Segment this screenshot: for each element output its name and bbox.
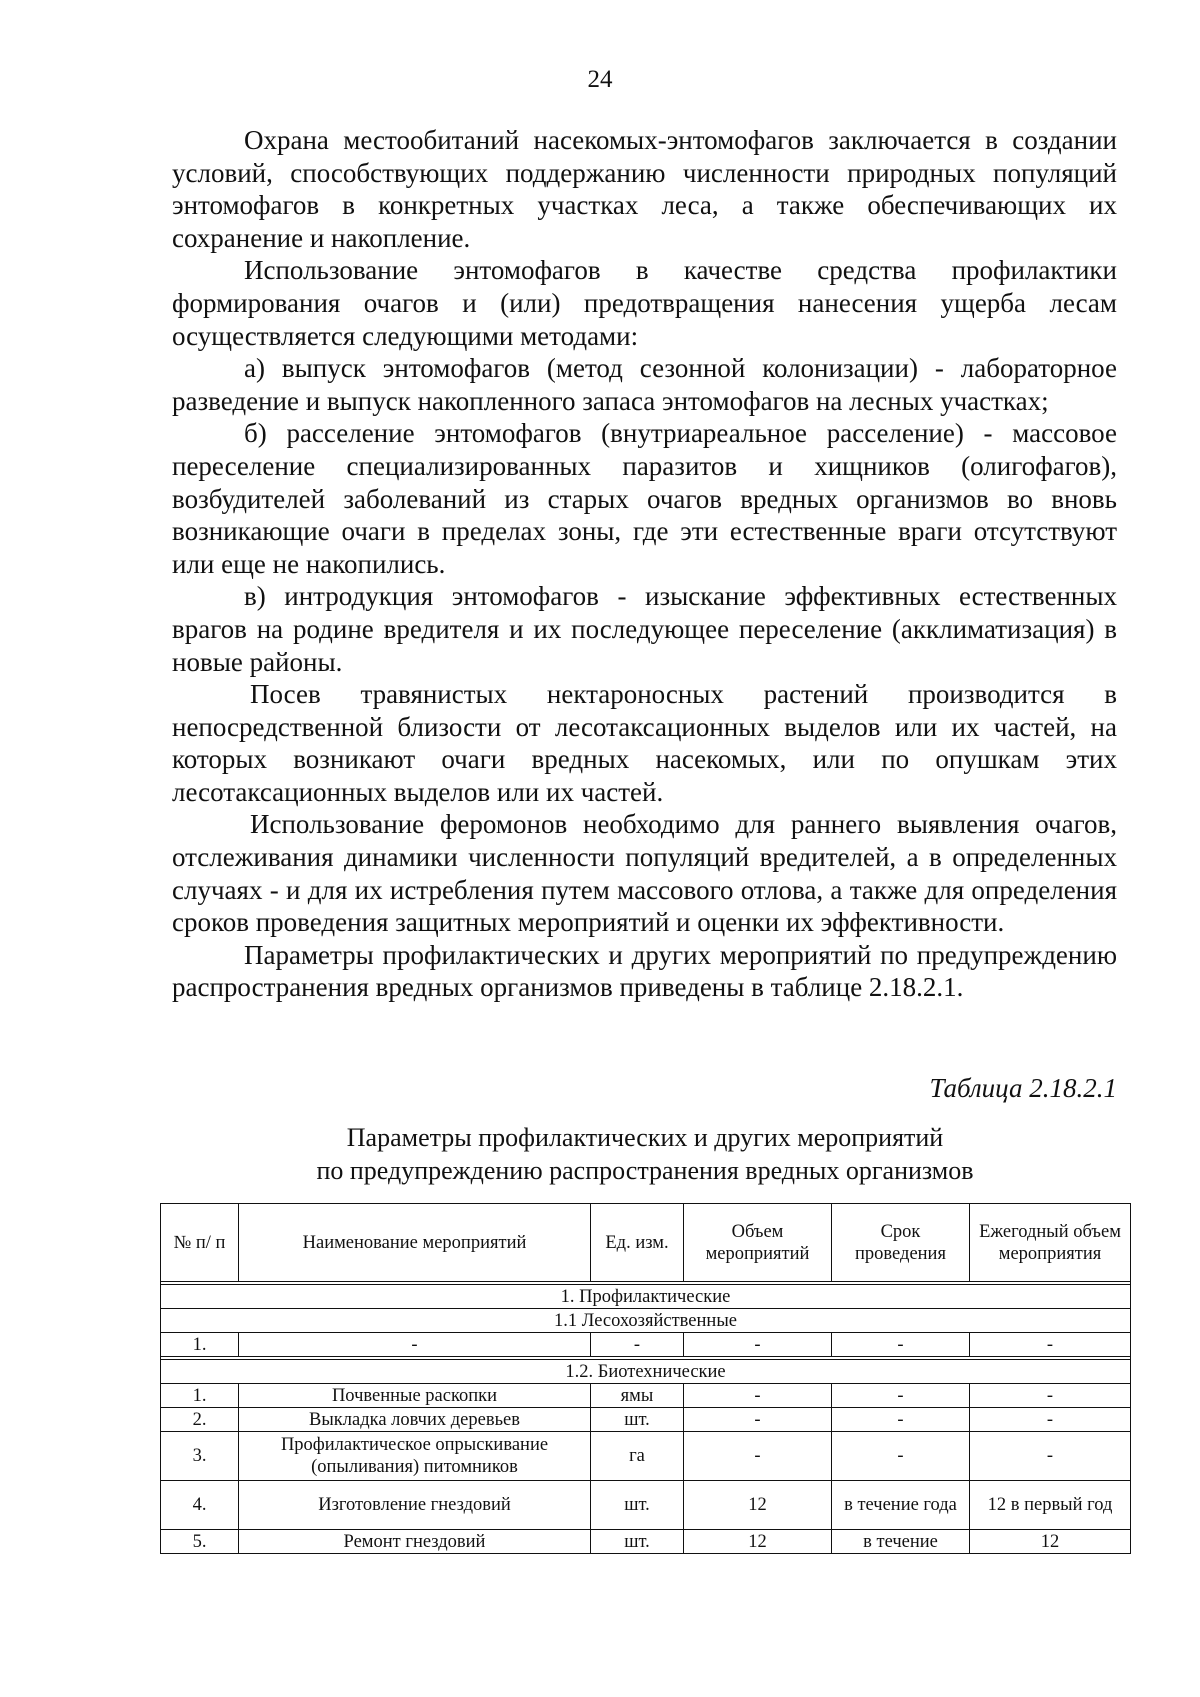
cell-term: в течение года bbox=[832, 1481, 970, 1530]
header-volume: Объем мероприятий bbox=[684, 1204, 832, 1282]
cell-unit: га bbox=[591, 1432, 684, 1481]
section-row bbox=[161, 1285, 1131, 1309]
cell-num: 1. bbox=[161, 1333, 239, 1357]
cell-volume: 12 bbox=[684, 1481, 832, 1530]
cell-volume: - bbox=[684, 1384, 832, 1408]
paragraph-nectar-plants: Посев травянистых нектароносных растений производится в непосредственной близости от лесотаксационных выделов или их частей, на которых возникают очаги вредных насекомых, или по опушкам этих лесотаксационных выделов или их частей. bbox=[172, 679, 1117, 807]
table-row bbox=[161, 1384, 1131, 1408]
paragraph-method-b: б) расселение энтомофагов (внутриареальное расселение) - массовое переселение специализированных паразитов и хищников (олигофагов), возбудителей заболеваний из старых очагов вредных организмов во вновь возникающие очаги в пределах зоны, где эти естественные враги отсутствуют или еще не накопились. bbox=[172, 418, 1117, 579]
table-header-row bbox=[161, 1204, 1131, 1282]
section-row bbox=[161, 1360, 1131, 1384]
cell-name: - bbox=[239, 1333, 591, 1357]
cell-volume: - bbox=[684, 1432, 832, 1481]
paragraph-habitat-protection: Охрана местообитаний насекомых-энтомофагов заключается в создании условий, способствующих поддержанию численности природных популяций энтомофагов в конкретных участках леса, а также обеспечивающих их сохранение и накопление. bbox=[172, 125, 1117, 253]
table-row bbox=[161, 1481, 1131, 1530]
cell-volume: - bbox=[684, 1408, 832, 1432]
header-unit: Ед. изм. bbox=[591, 1204, 684, 1282]
paragraph-entomophage-methods: Использование энтомофагов в качестве средства профилактики формирования очагов и (или) предотвращения нанесения ущерба лесам осуществляется следующими методами: bbox=[172, 255, 1117, 351]
cell-unit: шт. bbox=[591, 1530, 684, 1554]
cell-annual: 12 bbox=[970, 1530, 1131, 1554]
cell-annual: - bbox=[970, 1432, 1131, 1481]
paragraph-method-a: а) выпуск энтомофагов (метод сезонной колонизации) - лабораторное разведение и выпуск накопленного запаса энтомофагов на лесных участках; bbox=[172, 353, 1117, 416]
table-row bbox=[161, 1530, 1131, 1554]
table-row bbox=[161, 1333, 1131, 1357]
cell-name: Ремонт гнездовий bbox=[239, 1530, 591, 1554]
cell-annual: - bbox=[970, 1384, 1131, 1408]
cell-annual: - bbox=[970, 1333, 1131, 1357]
cell-num: 4. bbox=[161, 1481, 239, 1530]
measures-table bbox=[160, 1203, 1131, 1554]
cell-unit: шт. bbox=[591, 1481, 684, 1530]
cell-term: - bbox=[832, 1384, 970, 1408]
section-prophylactic: 1. Профилактические bbox=[161, 1285, 1131, 1309]
cell-term: в течение bbox=[832, 1530, 970, 1554]
header-annual: Ежегодный объем мероприятия bbox=[970, 1204, 1131, 1282]
cell-unit: ямы bbox=[591, 1384, 684, 1408]
cell-num: 2. bbox=[161, 1408, 239, 1432]
cell-num: 3. bbox=[161, 1432, 239, 1481]
cell-name: Изготовление гнездовий bbox=[239, 1481, 591, 1530]
header-name: Наименование мероприятий bbox=[239, 1204, 591, 1282]
cell-num: 1. bbox=[161, 1384, 239, 1408]
cell-term: - bbox=[832, 1408, 970, 1432]
table-title-line1: Параметры профилактических и других мероприятий bbox=[346, 1123, 944, 1152]
paragraph-parameters-reference: Параметры профилактических и других мероприятий по предупреждению распространения вредных организмов приведены в таблице 2.18.2.1. bbox=[172, 939, 1117, 1003]
cell-annual: 12 в первый год bbox=[970, 1481, 1131, 1530]
table-caption: Таблица 2.18.2.1 bbox=[929, 1073, 1117, 1103]
table-row bbox=[161, 1432, 1131, 1481]
cell-volume: 12 bbox=[684, 1530, 832, 1554]
document-body bbox=[172, 124, 1117, 1004]
paragraph-pheromones: Использование феромонов необходимо для раннего выявления очагов, отслеживания динамики численности популяций вредителей, а в определенных случаях - и для их истребления путем массового отлова, а также для определения сроков проведения защитных мероприятий и оценки их эффективности. bbox=[172, 809, 1117, 938]
paragraph-method-c: в) интродукция энтомофагов - изыскание эффективных естественных врагов на родине вредителя и их последующее переселение (акклиматизация) в новые районы. bbox=[172, 581, 1117, 677]
header-num: № п/ п bbox=[161, 1204, 239, 1282]
cell-num: 5. bbox=[161, 1530, 239, 1554]
section-row bbox=[161, 1309, 1131, 1333]
section-forestry: 1.1 Лесохозяйственные bbox=[161, 1309, 1131, 1333]
table-row bbox=[161, 1408, 1131, 1432]
table-title-line2: по предупреждению распространения вредных организмов bbox=[316, 1156, 974, 1185]
cell-name: Выкладка ловчих деревьев bbox=[239, 1408, 591, 1432]
cell-name: Почвенные раскопки bbox=[239, 1384, 591, 1408]
cell-name: Профилактическое опрыскивание (опыливания) питомников bbox=[239, 1432, 591, 1481]
cell-term: - bbox=[832, 1432, 970, 1481]
cell-unit: - bbox=[591, 1333, 684, 1357]
cell-term: - bbox=[832, 1333, 970, 1357]
page-number: 24 bbox=[587, 66, 613, 93]
cell-volume: - bbox=[684, 1333, 832, 1357]
section-biotechnical: 1.2. Биотехнические bbox=[161, 1360, 1131, 1384]
header-term: Срок проведения bbox=[832, 1204, 970, 1282]
cell-unit: шт. bbox=[591, 1408, 684, 1432]
cell-annual: - bbox=[970, 1408, 1131, 1432]
table-title bbox=[0, 1121, 1200, 1187]
